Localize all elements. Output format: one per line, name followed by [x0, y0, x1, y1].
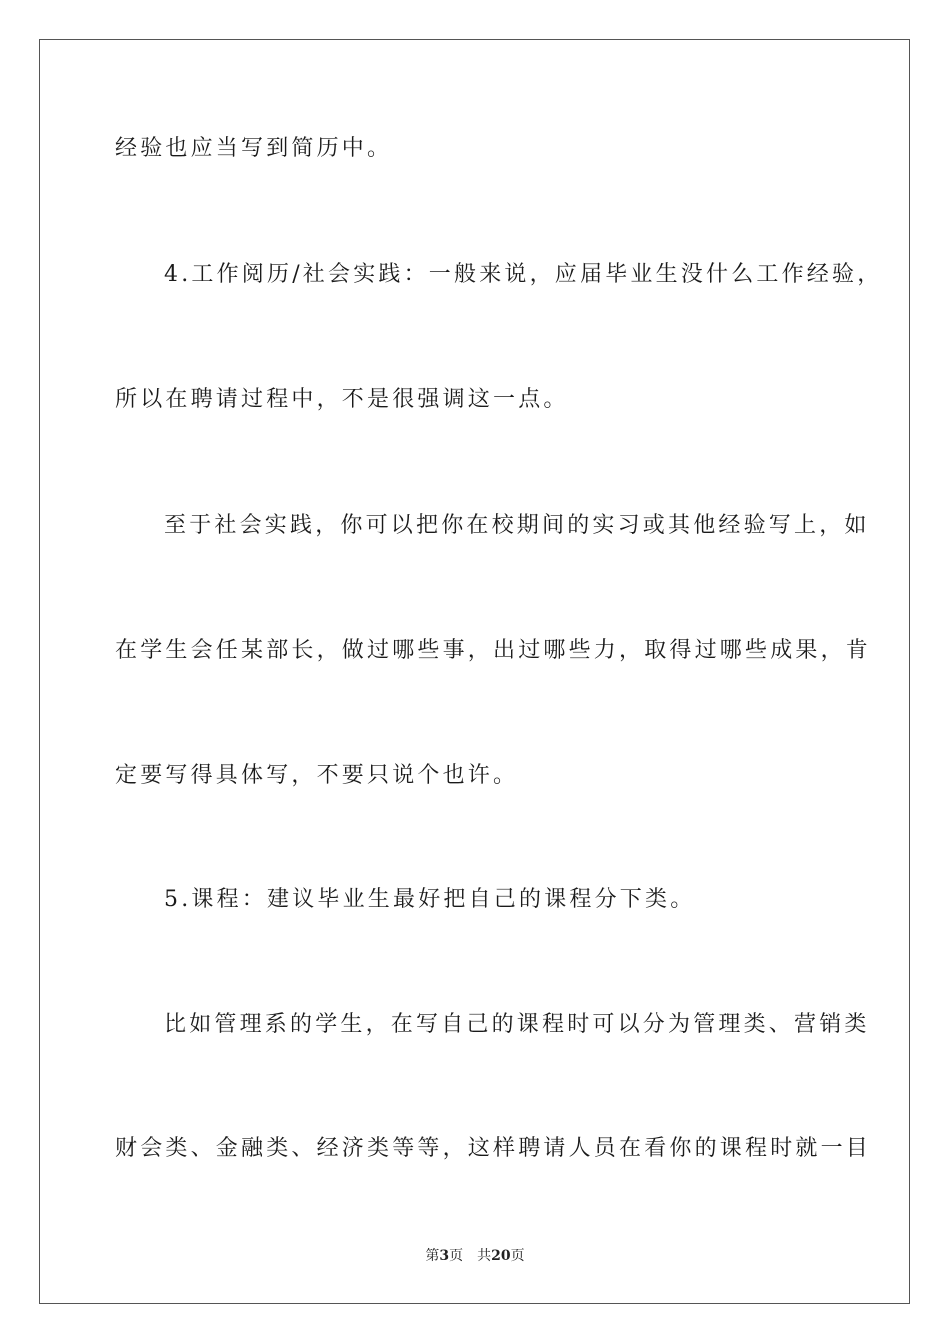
page-footer: [0, 1246, 950, 1266]
page-prefix: 第: [425, 1248, 440, 1264]
text-line-8: 比如管理系的学生，在写自己的课程时可以分为管理类、营销类: [164, 1012, 870, 1037]
text-line-7: 5.课程：建议毕业生最好把自己的课程分下类。: [164, 887, 696, 912]
text-line-1: 经验也应当写到简历中。: [115, 136, 393, 161]
total-pages: 20: [491, 1248, 511, 1264]
page-suffix: 页: [449, 1248, 464, 1264]
text-line-2: 4.工作阅历/社会实践：一般来说，应届毕业生没什么工作经验，: [164, 262, 883, 287]
total-suffix: 页: [510, 1248, 525, 1264]
text-line-6: 定要写得具体写，不要只说个也许。: [115, 763, 519, 788]
text-line-5: 在学生会任某部长，做过哪些事，出过哪些力，取得过哪些成果，肯: [115, 638, 872, 663]
total-prefix: 共: [477, 1248, 492, 1264]
text-line-9: 财会类、金融类、经济类等等，这样聘请人员在看你的课程时就一目: [115, 1136, 872, 1161]
page-number: 3: [439, 1248, 450, 1264]
text-line-3: 所以在聘请过程中，不是很强调这一点。: [115, 387, 569, 412]
text-line-4: 至于社会实践，你可以把你在校期间的实习或其他经验写上，如: [164, 513, 870, 538]
page-border: [39, 39, 910, 1304]
